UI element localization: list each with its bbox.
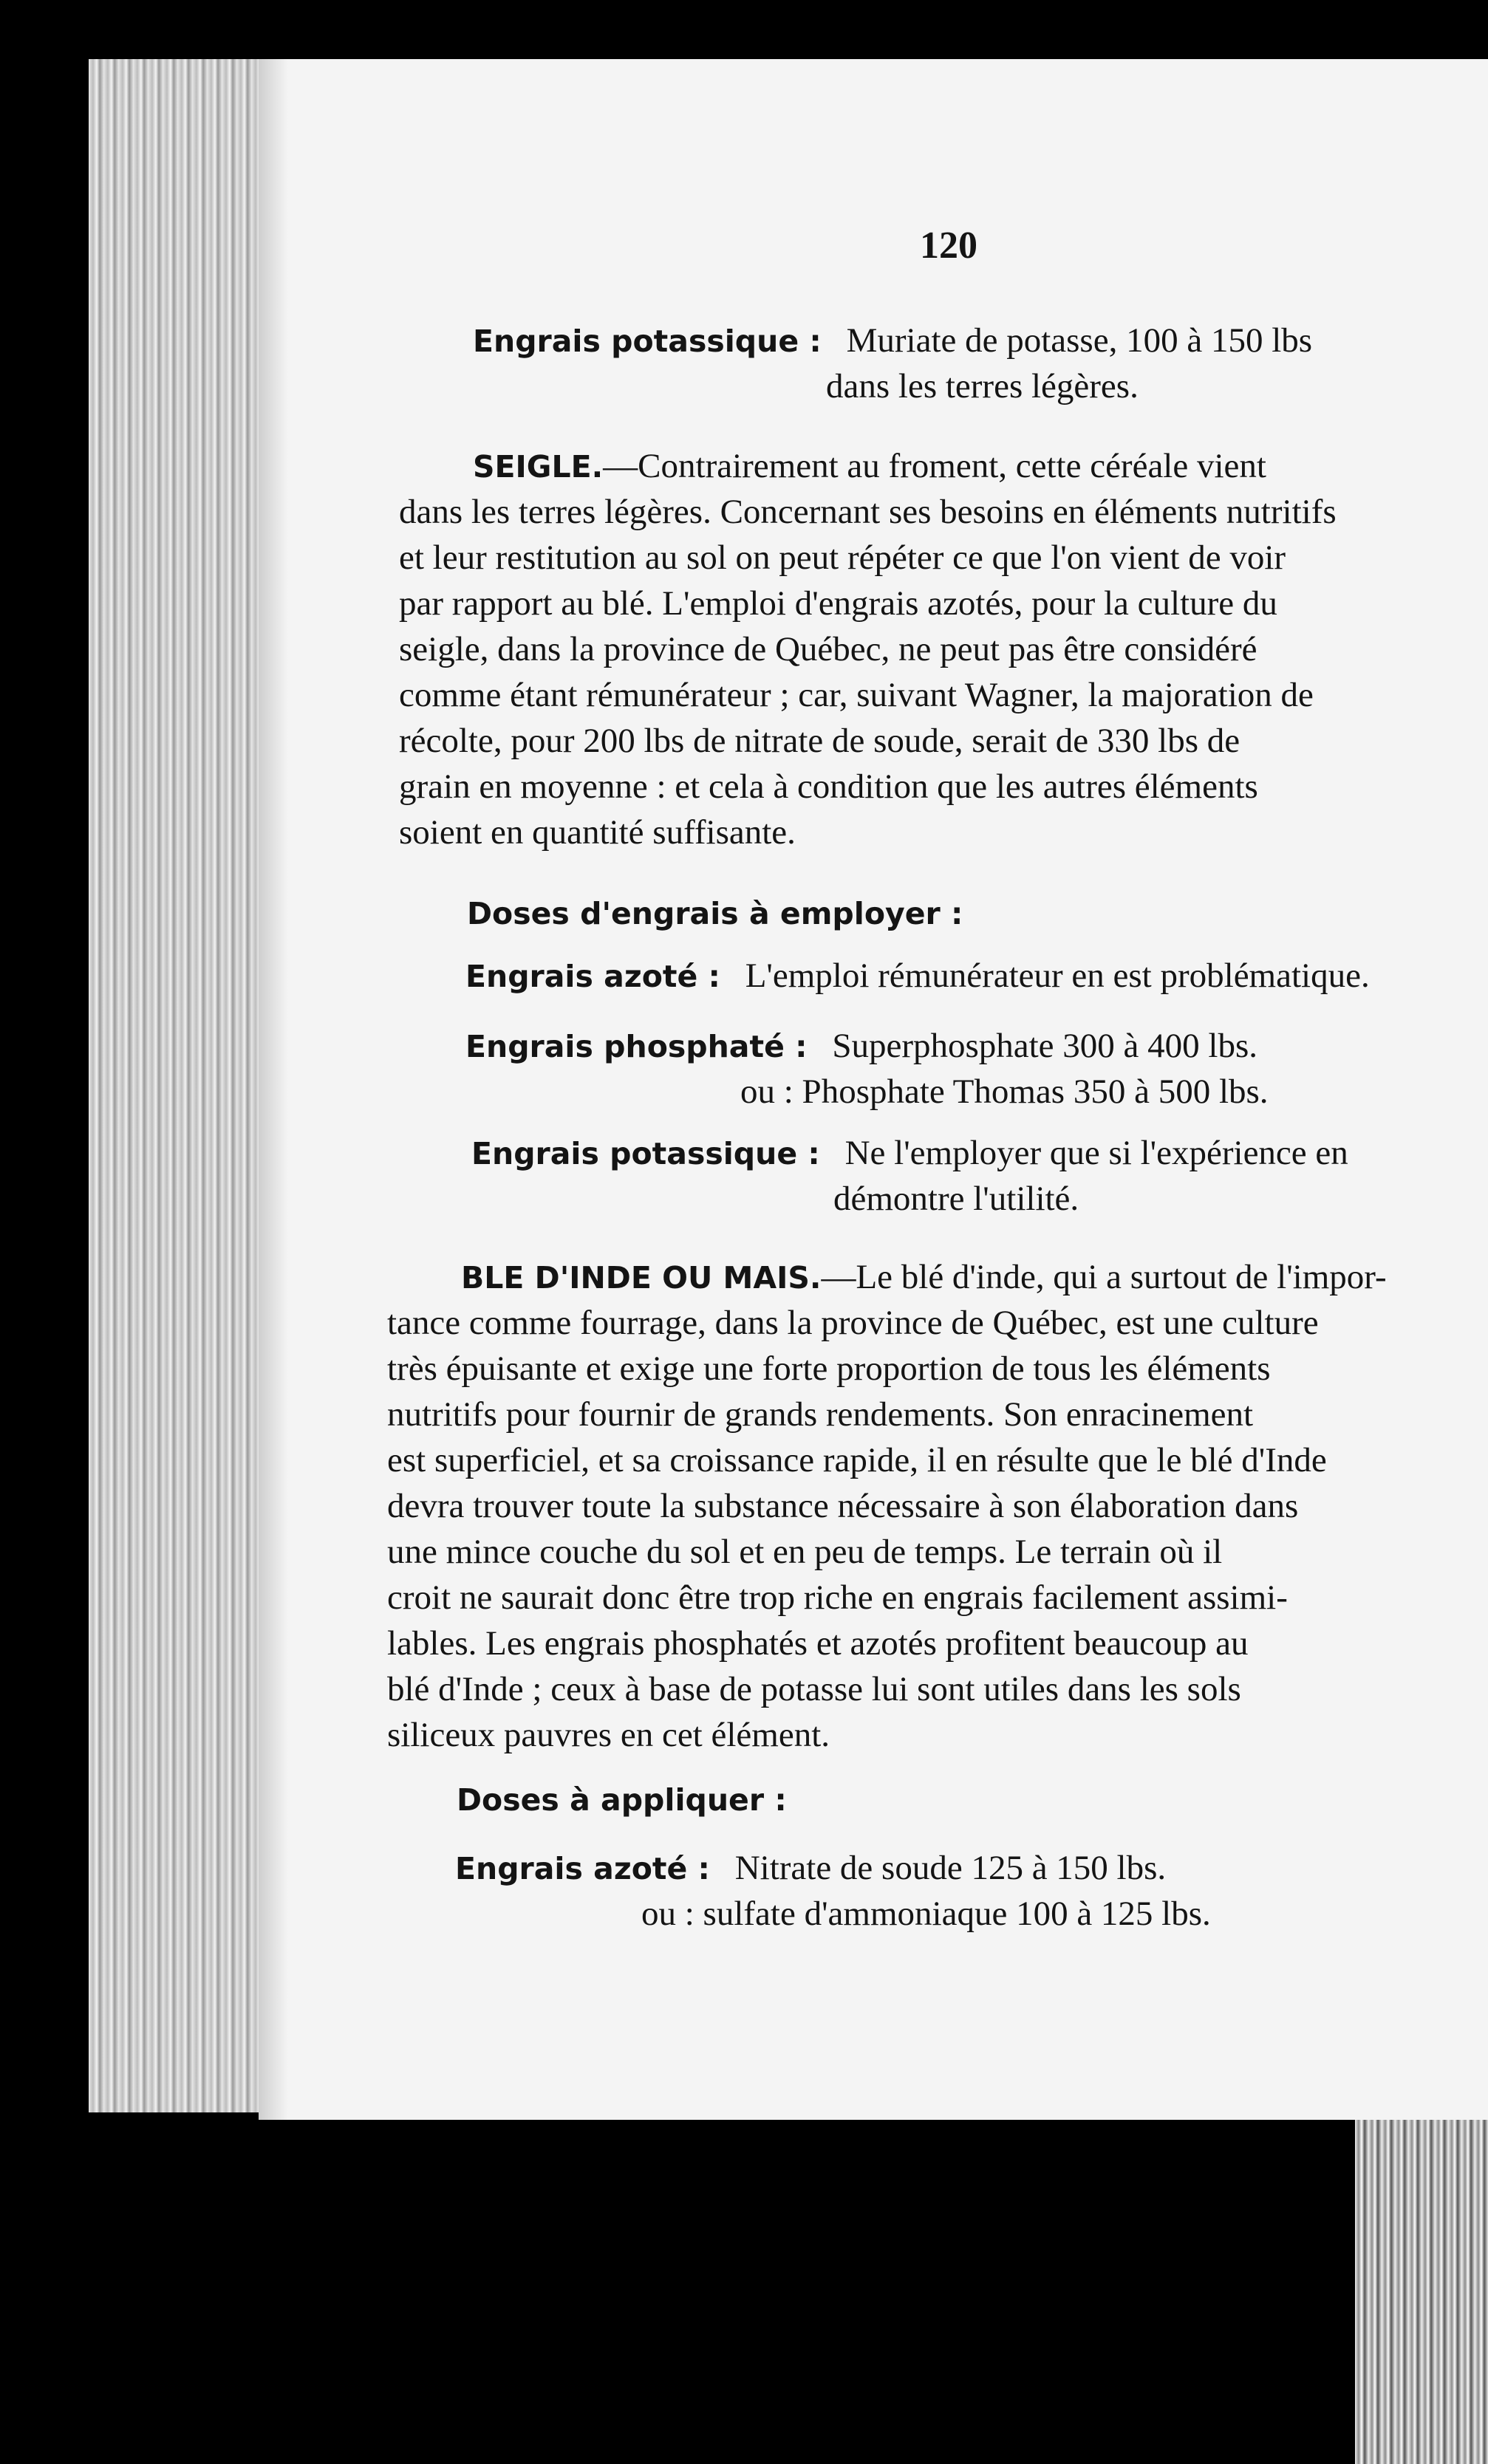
text-line: très épuisante et exige une forte proportion de tous les éléments (387, 1349, 1271, 1388)
subsection-heading: Doses à appliquer : (457, 1782, 787, 1818)
text-line: récolte, pour 200 lbs de nitrate de soude, serait de 330 lbs de (399, 722, 1240, 760)
line-heading: Engrais azoté : (465, 959, 720, 994)
text-line: est superficiel, et sa croissance rapide, il en résulte que le blé d'Inde (387, 1441, 1327, 1479)
text-line: nutritifs pour fournir de grands rendements. Son enracinement (387, 1395, 1254, 1434)
line-heading: Engrais phosphaté : (465, 1029, 808, 1064)
line-text: dans les terres légères. (826, 367, 1139, 405)
line-text: Nitrate de soude 125 à 150 lbs. (734, 1849, 1167, 1887)
text-line: ou : sulfate d'ammoniaque 100 à 125 lbs. (641, 1895, 1211, 1933)
text-line: ou : Phosphate Thomas 350 à 500 lbs. (740, 1072, 1269, 1111)
text-line: et leur restitution au sol on peut répéter ce que l'on vient de voir (399, 538, 1286, 577)
line-text: Muriate de potasse, 100 à 150 lbs (846, 321, 1313, 360)
line-text: —Le blé d'inde, qui a surtout de l'impor- (821, 1258, 1387, 1296)
text-line (455, 1845, 1166, 1892)
text-line: seigle, dans la province de Québec, ne peut pas être considéré (399, 630, 1257, 668)
text-line: dans les terres légères. Concernant ses besoins en éléments nutritifs (399, 493, 1337, 531)
line-text: Superphosphate 300 à 400 lbs. (832, 1027, 1257, 1065)
page-gutter-shadow (259, 59, 288, 2120)
text-line (461, 1254, 1387, 1301)
text-line (457, 1776, 787, 1823)
section-heading-ble-dinde: BLE D'INDE OU MAIS. (461, 1260, 822, 1296)
line-text: L'emploi rémunérateur en est problématique. (745, 956, 1370, 995)
text-line: croit ne saurait donc être trop riche en engrais facilement assimi- (387, 1578, 1288, 1617)
page-number: 120 (920, 225, 977, 267)
text-line: devra trouver toute la substance nécessaire à son élaboration dans (387, 1487, 1299, 1525)
text-line: démontre l'utilité. (833, 1180, 1079, 1218)
text-line: une mince couche du sol et en peu de temps. Le terrain où il (387, 1533, 1223, 1571)
text-line (826, 363, 1139, 409)
text-line: blé d'Inde ; ceux à base de potasse lui sont utiles dans les sols (387, 1670, 1241, 1708)
text-line (473, 318, 1312, 364)
book-page-edges-bottom (1355, 2120, 1488, 2464)
line-text: —Contrairement au froment, cette céréale vient (603, 447, 1266, 485)
text-line (471, 1130, 1348, 1177)
text-line: grain en moyenne : et cela à condition que les autres éléments (399, 767, 1258, 806)
line-text: Ne l'employer que si l'expérience en (844, 1134, 1348, 1172)
line-heading: Engrais potassique : (473, 324, 822, 359)
line-heading: Engrais azoté : (455, 1851, 710, 1886)
text-line: lables. Les engrais phosphatés et azotés profitent beaucoup au (387, 1624, 1249, 1663)
text-line: comme étant rémunérateur ; car, suivant Wagner, la majoration de (399, 676, 1314, 714)
text-line (465, 1023, 1257, 1070)
text-line (465, 953, 1370, 999)
text-line: par rapport au blé. L'emploi d'engrais azotés, pour la culture du (399, 584, 1277, 623)
text-line (467, 890, 963, 937)
text-line: soient en quantité suffisante. (399, 813, 796, 852)
text-line: siliceux pauvres en cet élément. (387, 1716, 830, 1754)
line-heading: Engrais potassique : (471, 1136, 820, 1171)
text-line: tance comme fourrage, dans la province de Québec, est une culture (387, 1304, 1319, 1342)
subsection-heading: Doses d'engrais à employer : (467, 896, 963, 931)
book-page-edges (89, 59, 259, 2112)
text-line (473, 443, 1266, 490)
section-heading-seigle: SEIGLE. (473, 449, 604, 485)
